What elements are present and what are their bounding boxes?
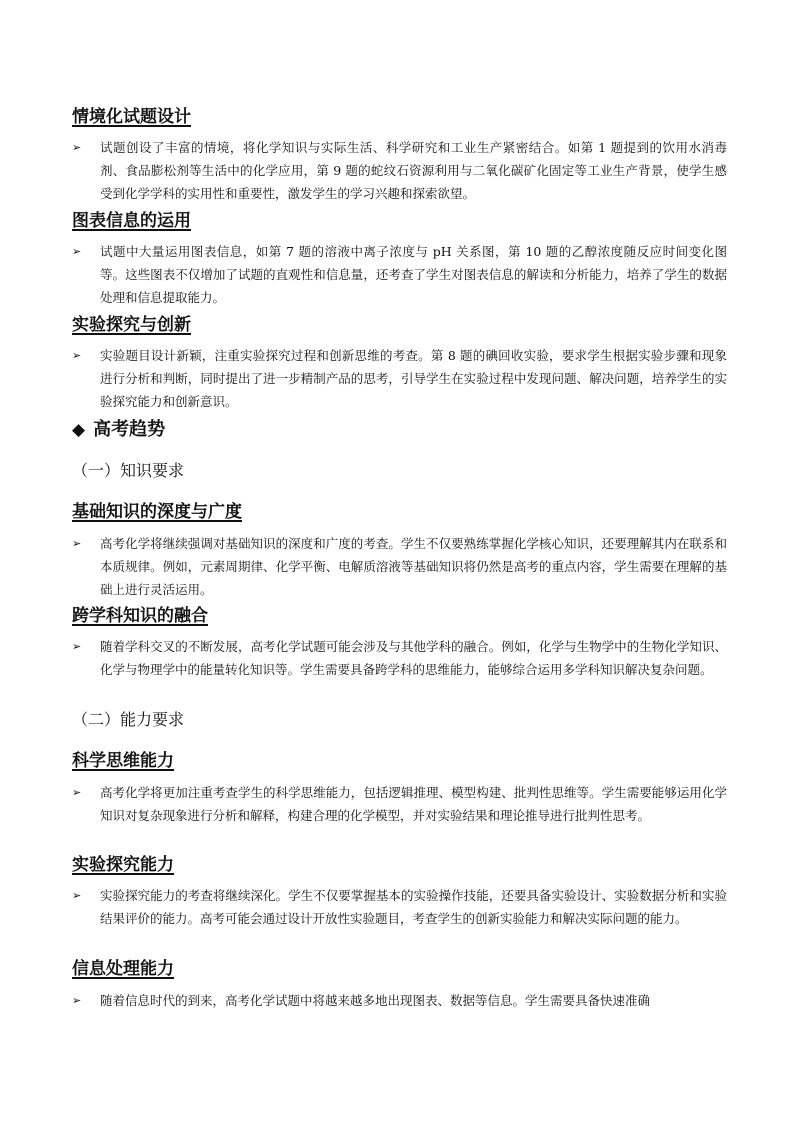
arrow-bullet-icon: ➢ — [72, 349, 82, 362]
arrow-bullet-icon: ➢ — [72, 141, 82, 154]
arrow-bullet-icon: ➢ — [72, 640, 82, 653]
bullet-paragraph-knowledge-depth — [72, 532, 727, 601]
paragraph-text: 试题创设了丰富的情境，将化学知识与实际生活、科学研究和工业生产紧密结合。如第 1 题提到的饮用水消毒剂、食品膨松剂等生活中的化学应用，第 9 题的蛇纹石资源利用与二氧化碳矿化固定等工业生产背景，使学生感受到化学学科的实用性和重要性，激发学生的学习兴趣和探索欲望。 — [100, 140, 727, 201]
bullet-paragraph-experiment-innovation — [72, 344, 727, 413]
section-heading-chart-info: 图表信息的运用 — [72, 211, 191, 231]
arrow-bullet-icon: ➢ — [72, 994, 82, 1007]
bullet-paragraph-scientific-thinking — [72, 781, 727, 827]
subheading-knowledge-requirements: （一）知识要求 — [72, 461, 185, 480]
section-heading-scientific-thinking: 科学思维能力 — [72, 751, 174, 771]
bullet-paragraph-chart-info — [72, 240, 727, 309]
diamond-icon: ◆ — [72, 420, 86, 440]
section-heading-experiment-innovation: 实验探究与创新 — [72, 315, 191, 335]
main-heading-trends — [72, 418, 165, 442]
bullet-paragraph-information-processing — [72, 989, 727, 1012]
arrow-bullet-icon: ➢ — [72, 537, 82, 550]
subheading-ability-requirements: （二）能力要求 — [72, 710, 185, 729]
bullet-paragraph-situational-design — [72, 136, 727, 205]
main-heading-text: 高考趋势 — [93, 419, 166, 440]
section-heading-information-processing: 信息处理能力 — [72, 959, 174, 979]
section-heading-situational-design: 情境化试题设计 — [72, 107, 191, 127]
section-heading-experimental-ability: 实验探究能力 — [72, 855, 174, 875]
arrow-bullet-icon: ➢ — [72, 889, 82, 902]
paragraph-text: 高考化学将继续强调对基础知识的深度和广度的考查。学生不仅要熟练掌握化学核心知识，还要理解其内在联系和本质规律。例如，元素周期律、化学平衡、电解质溶液等基础知识将仍然是高考的重点内容，学生需要在理解的基础上进行灵活运用。 — [100, 536, 727, 597]
section-heading-interdisciplinary: 跨学科知识的融合 — [72, 606, 208, 626]
arrow-bullet-icon: ➢ — [72, 245, 82, 258]
paragraph-text: 高考化学将更加注重考查学生的科学思维能力，包括逻辑推理、模型构建、批判性思维等。学生需要能够运用化学知识对复杂现象进行分析和解释，构建合理的化学模型，并对实验结果和理论推导进行批判性思考。 — [100, 785, 727, 823]
paragraph-text: 实验探究能力的考查将继续深化。学生不仅要掌握基本的实验操作技能，还要具备实验设计、实验数据分析和实验结果评价的能力。高考可能会通过设计开放性实验题目，考查学生的创新实验能力和解决实际问题的能力。 — [100, 888, 727, 926]
paragraph-text: 试题中大量运用图表信息，如第 7 题的溶液中离子浓度与 pH 关系图，第 10 题的乙醇浓度随反应时间变化图等。这些图表不仅增加了试题的直观性和信息量，还考查了学生对图表信息的解读和分析能力，培养了学生的数据处理和信息提取能力。 — [100, 244, 727, 305]
paragraph-text: 随着信息时代的到来，高考化学试题中将越来越多地出现图表、数据等信息。学生需要具备快速准确 — [100, 993, 651, 1008]
paragraph-text: 随着学科交叉的不断发展，高考化学试题可能会涉及与其他学科的融合。例如，化学与生物学中的生物化学知识、化学与物理学中的能量转化知识等。学生需要具备跨学科的思维能力，能够综合运用多学科知识解决复杂问题。 — [100, 639, 727, 677]
arrow-bullet-icon: ➢ — [72, 786, 82, 799]
paragraph-text: 实验题目设计新颖，注重实验探究过程和创新思维的考查。第 8 题的碘回收实验，要求学生根据实验步骤和现象进行分析和判断，同时提出了进一步精制产品的思考，引导学生在实验过程中发现问题、解决问题，培养学生的实验探究能力和创新意识。 — [100, 348, 727, 409]
bullet-paragraph-interdisciplinary — [72, 635, 727, 681]
bullet-paragraph-experimental-ability — [72, 884, 727, 930]
section-heading-knowledge-depth: 基础知识的深度与广度 — [72, 502, 242, 522]
